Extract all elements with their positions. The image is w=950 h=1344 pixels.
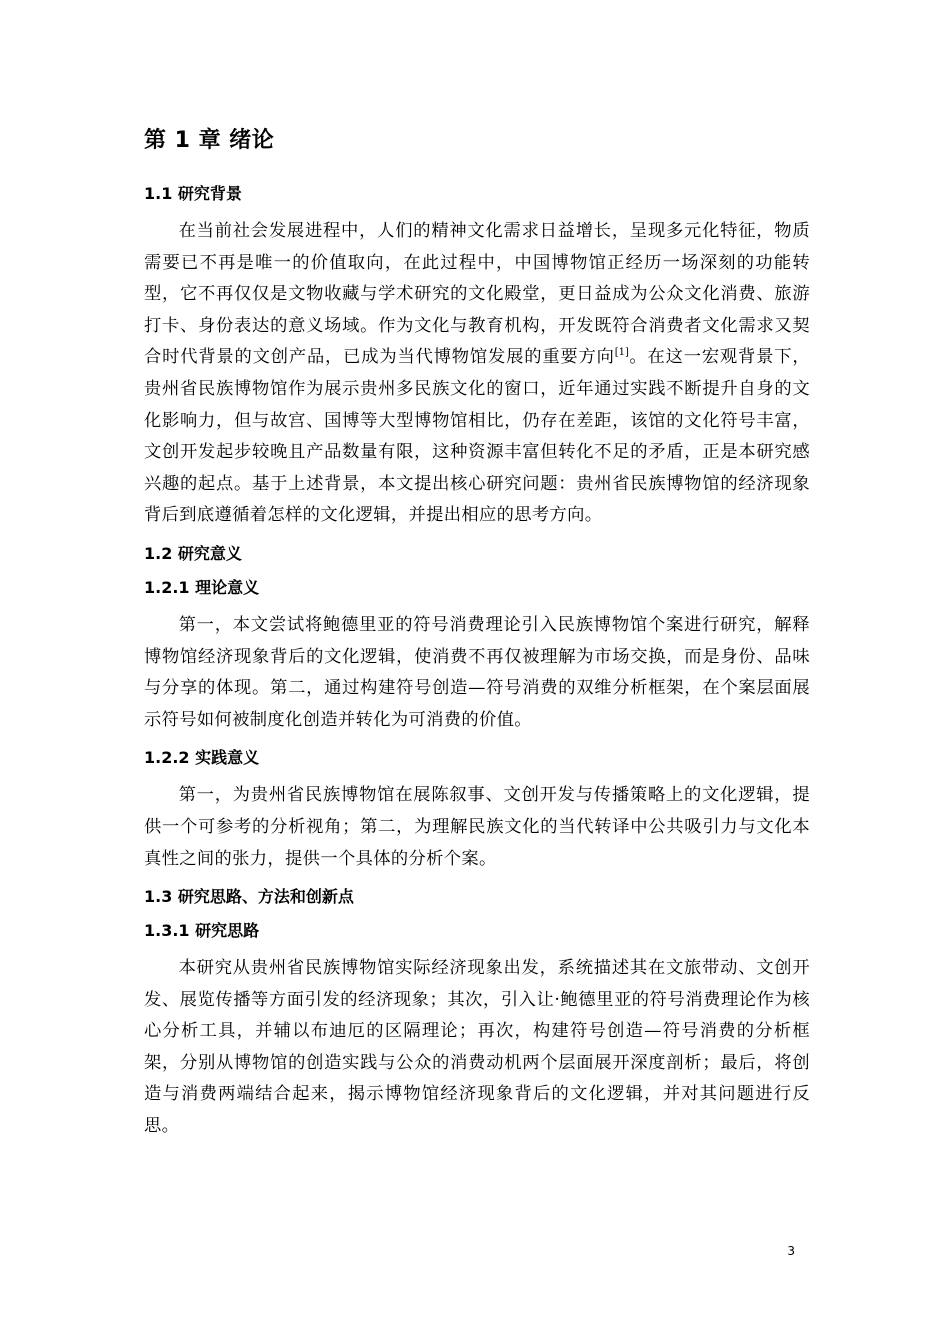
paragraph-theoretical-significance: 第一，本文尝试将鲍德里亚的符号消费理论引入民族博物馆个案进行研究，解释博物馆经济现象背后的文化逻辑，使消费不再仅被理解为市场交换，而是身份、品味与分享的体现。第二，通过构建符号创造—符号消费的双维分析框架，在个案层面展示符号如何被制度化创造并转化为可消费的价值。: [144, 614, 810, 730]
page-number: 3: [787, 1244, 795, 1258]
paragraph-practical-significance: 第一，为贵州省民族博物馆在展陈叙事、文创开发与传播策略上的文化逻辑，提供一个可参考的分析视角；第二，为理解民族文化的当代转译中公共吸引力与文化本真性之间的张力，提供一个具体的分析个案。: [144, 785, 810, 869]
section-heading-1-2: 1.2 研究意义: [144, 543, 242, 563]
chapter-title: 第 1 章 绪论: [144, 128, 275, 153]
section-heading-1-2-1: 1.2.1 理论意义: [144, 577, 260, 597]
paragraph-text-continued: 。在这一宏观背景下，贵州省民族博物馆作为展示贵州多民族文化的窗口，近年通过实践不断提升自身的文化影响力，但与故宫、国博等大型博物馆相比，仍存在差距，该馆的文化符号丰富，文创开发起步较晚且产品数量有限，这种资源丰富但转化不足的矛盾，正是本研究感兴趣的起点。基于上述背景，本文提出核心研究问题：贵州省民族博物馆的经济现象背后到底遵循着怎样的文化逻辑，并提出相应的思考方向。: [144, 347, 810, 526]
section-heading-1-3: 1.3 研究思路、方法和创新点: [144, 887, 354, 907]
paragraph-research-approach: 本研究从贵州省民族博物馆实际经济现象出发，系统描述其在文旅带动、文创开发、展览传播等方面引发的经济现象；其次，引入让·鲍德里亚的符号消费理论作为核心分析工具，并辅以布迪厄的区隔理论；再次，构建符号创造—符号消费的分析框架，分别从博物馆的创造实践与公众的消费动机两个层面展开深度剖析；最后，将创造与消费两端结合起来，揭示博物馆经济现象背后的文化逻辑，并对其问题进行反思。: [144, 958, 810, 1137]
section-heading-1-3-1: 1.3.1 研究思路: [144, 921, 260, 941]
citation-ref: [1]: [614, 347, 629, 359]
section-heading-1-1: 1.1 研究背景: [144, 184, 242, 203]
paragraph-research-background: [144, 216, 810, 532]
paragraph-text: 在当前社会发展进程中，人们的精神文化需求日益增长，呈现多元化特征，物质需要已不再是唯一的价值取向，在此过程中，中国博物馆正经历一场深刻的功能转型，它不再仅仅是文物收藏与学术研究的文化殿堂，更日益成为公众文化消费、旅游打卡、身份表达的意义场域。作为文化与教育机构，开发既符合消费者文化需求又契合时代背景的文创产品，已成为当代博物馆发展的重要方向: [144, 221, 810, 368]
page-content: [144, 118, 810, 1153]
section-heading-1-2-2: 1.2.2 实践意义: [144, 748, 260, 768]
